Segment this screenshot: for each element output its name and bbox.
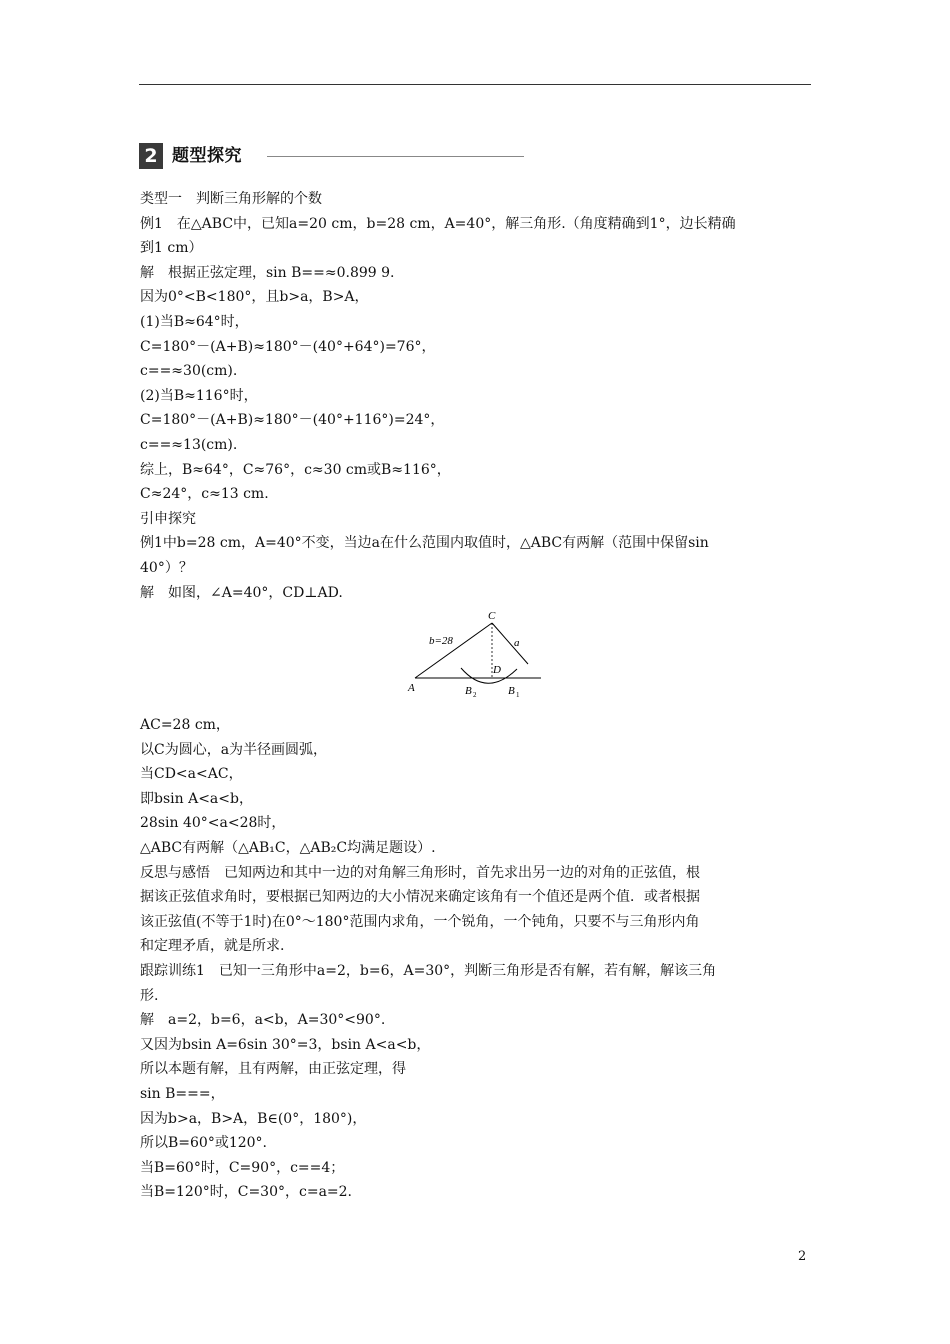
text-line: 例1中b=28 cm，A=40°不变，当边a在什么范围内取值时，△ABC有两解（范围中保留sin [140,535,709,552]
text-line: 28sin 40°<a<28时， [140,815,286,832]
text-line: 引申探究 [140,510,196,527]
text-line: 综上，B≈64°，C≈76°，c≈30 cm或B≈116°， [140,461,451,478]
text-line: (1)当B≈64°时， [140,313,249,330]
text-line: 因为0°<B<180°，且b>a，B>A， [140,289,369,306]
page-number: 2 [798,1249,807,1264]
text-line: 反思与感悟 已知两边和其中一边的对角解三角形时，首先求出另一边的对角的正弦值，根 [140,864,700,881]
text-line: 类型一 判断三角形解的个数 [140,191,322,207]
text-line: C≈24°，c≈13 cm. [140,486,269,503]
label-b1-subscript: 1 [516,691,520,700]
label-b2-subscript: 2 [473,691,477,700]
text-line: 跟踪训练1 已知一三角形中a=2，b=6，A=30°，判断三角形是否有解，若有解，解该三角 [140,963,717,980]
text-line: 以C为圆心，a为半径画圆弧， [140,741,328,758]
text-line: sin B===， [140,1086,225,1102]
text-line: c==≈30(cm). [140,363,238,380]
text-line: 到1 cm） [140,240,203,257]
text-line: 当B=60°时，C=90°，c==4； [140,1159,345,1176]
text-line: 解 根据正弦定理，sin B==≈0.899 9. [140,264,395,281]
text-line: 和定理矛盾，就是所求. [140,938,285,955]
text-line: 形. [140,987,159,1004]
section-heading [139,143,524,169]
label-d: D [493,664,501,677]
text-line: 又因为bsin A=6sin 30°=3，bsin A<a<b， [140,1036,431,1053]
text-line: C=180°－(A+B)≈180°－(40°+64°)=76°， [140,338,436,355]
label-vertex-a: A [408,682,415,695]
text-line: 即bsin A<a<b， [140,790,253,807]
side-a [492,623,528,664]
section-title: 题型探究 [172,146,242,166]
text-line: 解 a=2，b=6，a<b，A=30°<90°. [140,1012,386,1029]
text-line: 40°）？ [140,559,193,576]
text-line: 解 如图，∠A=40°，CD⊥AD. [140,584,343,601]
document-body [140,187,812,1205]
circle-arc [461,668,517,683]
label-c: C [488,610,496,623]
triangle-diagram [395,608,555,704]
label-b1: B [508,685,515,698]
text-line: 当CD<a<AC， [140,766,243,783]
text-line: 所以B=60°或120°. [140,1135,268,1152]
section-divider [267,156,524,157]
text-line: 因为b>a，B>A，B∈(0°，180°)， [140,1110,367,1127]
text-line: c==≈13(cm). [140,436,238,453]
side-ac [415,623,492,678]
label-a: a [514,637,520,650]
text-line: △ABC有两解（△AB₁C，△AB₂C均满足题设）. [140,840,436,857]
text-line: C=180°－(A+B)≈180°－(40°+116°)=24°， [140,412,445,429]
triangle-figure [140,608,812,710]
section-number: 2 [139,143,163,169]
text-line: AC=28 cm， [140,717,230,734]
label-b2: B [465,685,472,698]
header-rule [139,84,811,85]
text-line: 所以本题有解，且有两解，由正弦定理，得 [140,1061,406,1078]
label-b: b=28 [429,635,453,648]
text-line: 据该正弦值求角时，要根据已知两边的大小情况来确定该角有一个值还是两个值．或者根据 [140,889,700,906]
text-line: 当B=120°时，C=30°，c=a=2. [140,1184,353,1201]
text-line: 例1 在△ABC中，已知a=20 cm，b=28 cm，A=40°，解三角形.（角度精确到1°，边长精确 [140,215,736,232]
text-line: 该正弦值(不等于1时)在0°～180°范围内求角，一个锐角，一个钝角，只要不与三角形内角 [140,913,700,930]
text-line: (2)当B≈116°时， [140,387,258,404]
